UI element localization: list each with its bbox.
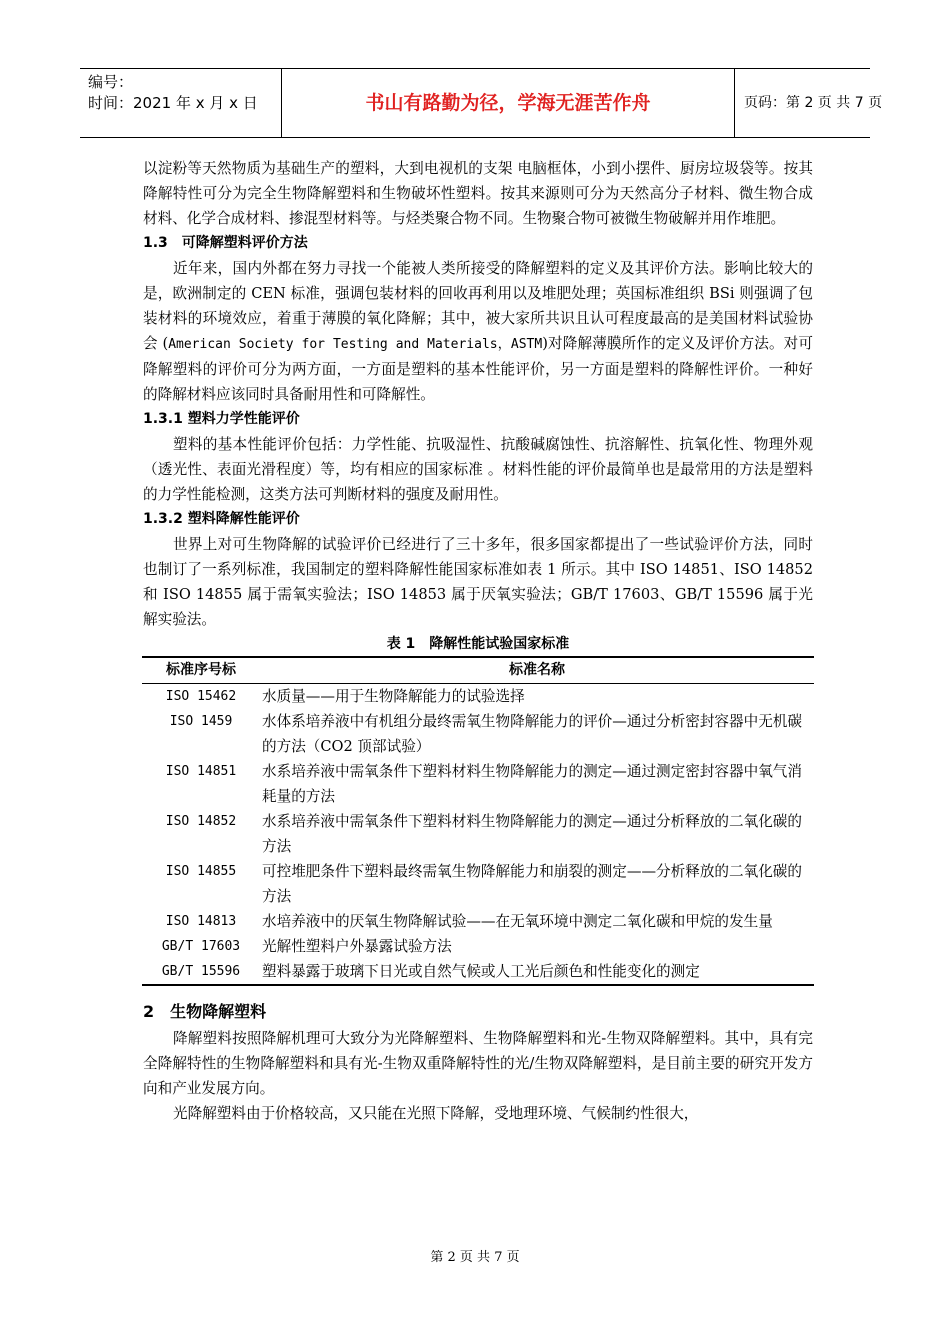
page-footer: 第 2 页 共 7 页 — [430, 1250, 520, 1265]
header-meta — [80, 69, 282, 137]
standard-code: ISO 15462 — [165, 689, 237, 704]
standard-name: 水系培养液中需氧条件下塑料材料生物降解能力的测定—通过测定密封容器中氧气消耗量的方法 — [262, 763, 802, 805]
section-1-3-heading: 1.3 可降解塑料评价方法 — [143, 235, 308, 251]
standard-code: ISO 1459 — [169, 714, 233, 729]
standard-name: 水系培养液中需氧条件下塑料材料生物降解能力的测定—通过分析释放的二氧化碳的方法 — [262, 813, 802, 855]
intro-paragraph: 以淀粉等天然物质为基础生产的塑料，大到电视机的支架 电脑框体，小到小摆件、厨房垃圾袋等。按其降解特性可分为完全生物降解塑料和生物破坏性塑料。按其来源则可分为天然高分子材料、微生物合成材料、化学合成材料、掺混型材料等。与烃类聚合物不同。生物聚合物可被微生物破解并用作堆肥。 — [143, 160, 813, 227]
section-1-3-1-heading: 1.3.1 塑料力学性能评价 — [143, 411, 300, 427]
standard-name: 塑料暴露于玻璃下日光或自然气候或人工光后颜色和性能变化的测定 — [260, 959, 814, 985]
standard-code: GB/T 17603 — [161, 939, 241, 954]
doc-date-label: 时间：2021 年 x 月 x 日 — [88, 94, 258, 112]
standard-code: ISO 14855 — [165, 864, 237, 879]
section-1-3-1-paragraph: 塑料的基本性能评价包括：力学性能、抗吸湿性、抗酸碱腐蚀性、抗溶解性、抗氧化性、物理外观（透光性、表面光滑程度）等，均有相应的国家标准 。材料性能的评价最简单也是最常用的方法是塑料的力学性能检测，这类方法可判断材料的强度及耐用性。 — [143, 436, 813, 503]
column-header-code: 标准序号标 — [142, 657, 260, 684]
standard-name: 水质量——用于生物降解能力的试验选择 — [262, 688, 525, 705]
standard-name: 水体系培养液中有机组分最终需氧生物降解能力的评价—通过分析密封容器中无机碳的方法（CO2 顶部试验） — [262, 713, 802, 755]
table-row — [142, 859, 814, 909]
table-row — [142, 909, 814, 934]
document-body — [143, 156, 813, 1126]
standards-table — [142, 656, 814, 986]
header-motto: 书山有路勤为径，学海无涯苦作舟 — [282, 69, 735, 137]
table-row — [142, 809, 814, 859]
header-page-info: 页码：第 2 页 共 7 页 — [744, 95, 883, 111]
table-row — [142, 759, 814, 809]
standard-code: GB/T 15596 — [142, 959, 260, 985]
section-1-3-2-heading: 1.3.2 塑料降解性能评价 — [143, 511, 300, 527]
section-1-3-paragraph — [143, 256, 813, 407]
table-row — [142, 684, 814, 710]
section-1-3-text-a: 近年来，国内外都在努力寻找一个能被人类所接受的降解塑料的定义及其评价方法。影响比较大的是，欧洲制定的 CEN 标准，强调包装材料的回收再利用以及堆肥处理；英国标准组织 BSi 则强调了包装材料的环境效应，着重于薄膜的氧化降解；其中，被大家所共识且认可程度最高的是美国材料试验协会 ( — [143, 260, 813, 352]
table-row — [142, 709, 814, 759]
section-2-heading: 2 生物降解塑料 — [143, 1002, 267, 1021]
page-header — [80, 68, 883, 138]
astm-full-name: American Society for Testing and Materials，ASTM — [168, 337, 543, 352]
standard-name: 光解性塑料户外暴露试验方法 — [262, 938, 452, 955]
standard-code: ISO 14851 — [165, 764, 237, 779]
table-caption: 表 1 降解性能试验国家标准 — [386, 636, 570, 652]
section-1-3-text-b: )对降解薄膜所作的定义及评价方法。对可降解塑料的评价可分为两方面，一方面是塑料的基本性能评价，另一方面是塑料的降解性评价。一种好的降解材料应该同时具备耐用性和可降解性。 — [143, 335, 813, 403]
table-row — [142, 959, 814, 985]
standard-code: ISO 14852 — [165, 814, 237, 829]
column-header-name: 标准名称 — [260, 657, 814, 684]
standard-code: ISO 14813 — [165, 914, 237, 929]
standard-name: 水培养液中的厌氧生物降解试验——在无氧环境中测定二氧化碳和甲烷的发生量 — [262, 913, 773, 930]
table-header-row — [142, 657, 814, 684]
section-2-paragraph-2: 光降解塑料由于价格较高，又只能在光照下降解，受地理环境、气候制约性很大， — [173, 1105, 699, 1122]
table-row — [142, 934, 814, 959]
doc-number-label: 编号： — [88, 73, 134, 91]
standard-name: 可控堆肥条件下塑料最终需氧生物降解能力和崩裂的测定——分析释放的二氧化碳的方法 — [262, 863, 802, 905]
section-2-paragraph-1: 降解塑料按照降解机理可大致分为光降解塑料、生物降解塑料和光-生物双降解塑料。其中，具有完全降解特性的生物降解塑料和具有光-生物双重降解特性的光/生物双降解塑料，是目前主要的研究开发方向和产业发展方向。 — [143, 1030, 813, 1097]
section-1-3-2-paragraph: 世界上对可生物降解的试验评价已经进行了三十多年，很多国家都提出了一些试验评价方法，同时也制订了一系列标准，我国制定的塑料降解性能国家标准如表 1 所示。其中 ISO 14851、ISO 14852 和 ISO 14855 属于需氧实验法；ISO 14853 属于厌氧实验法；GB/T 17603、GB/T 15596 属于光解实验法。 — [143, 536, 813, 628]
